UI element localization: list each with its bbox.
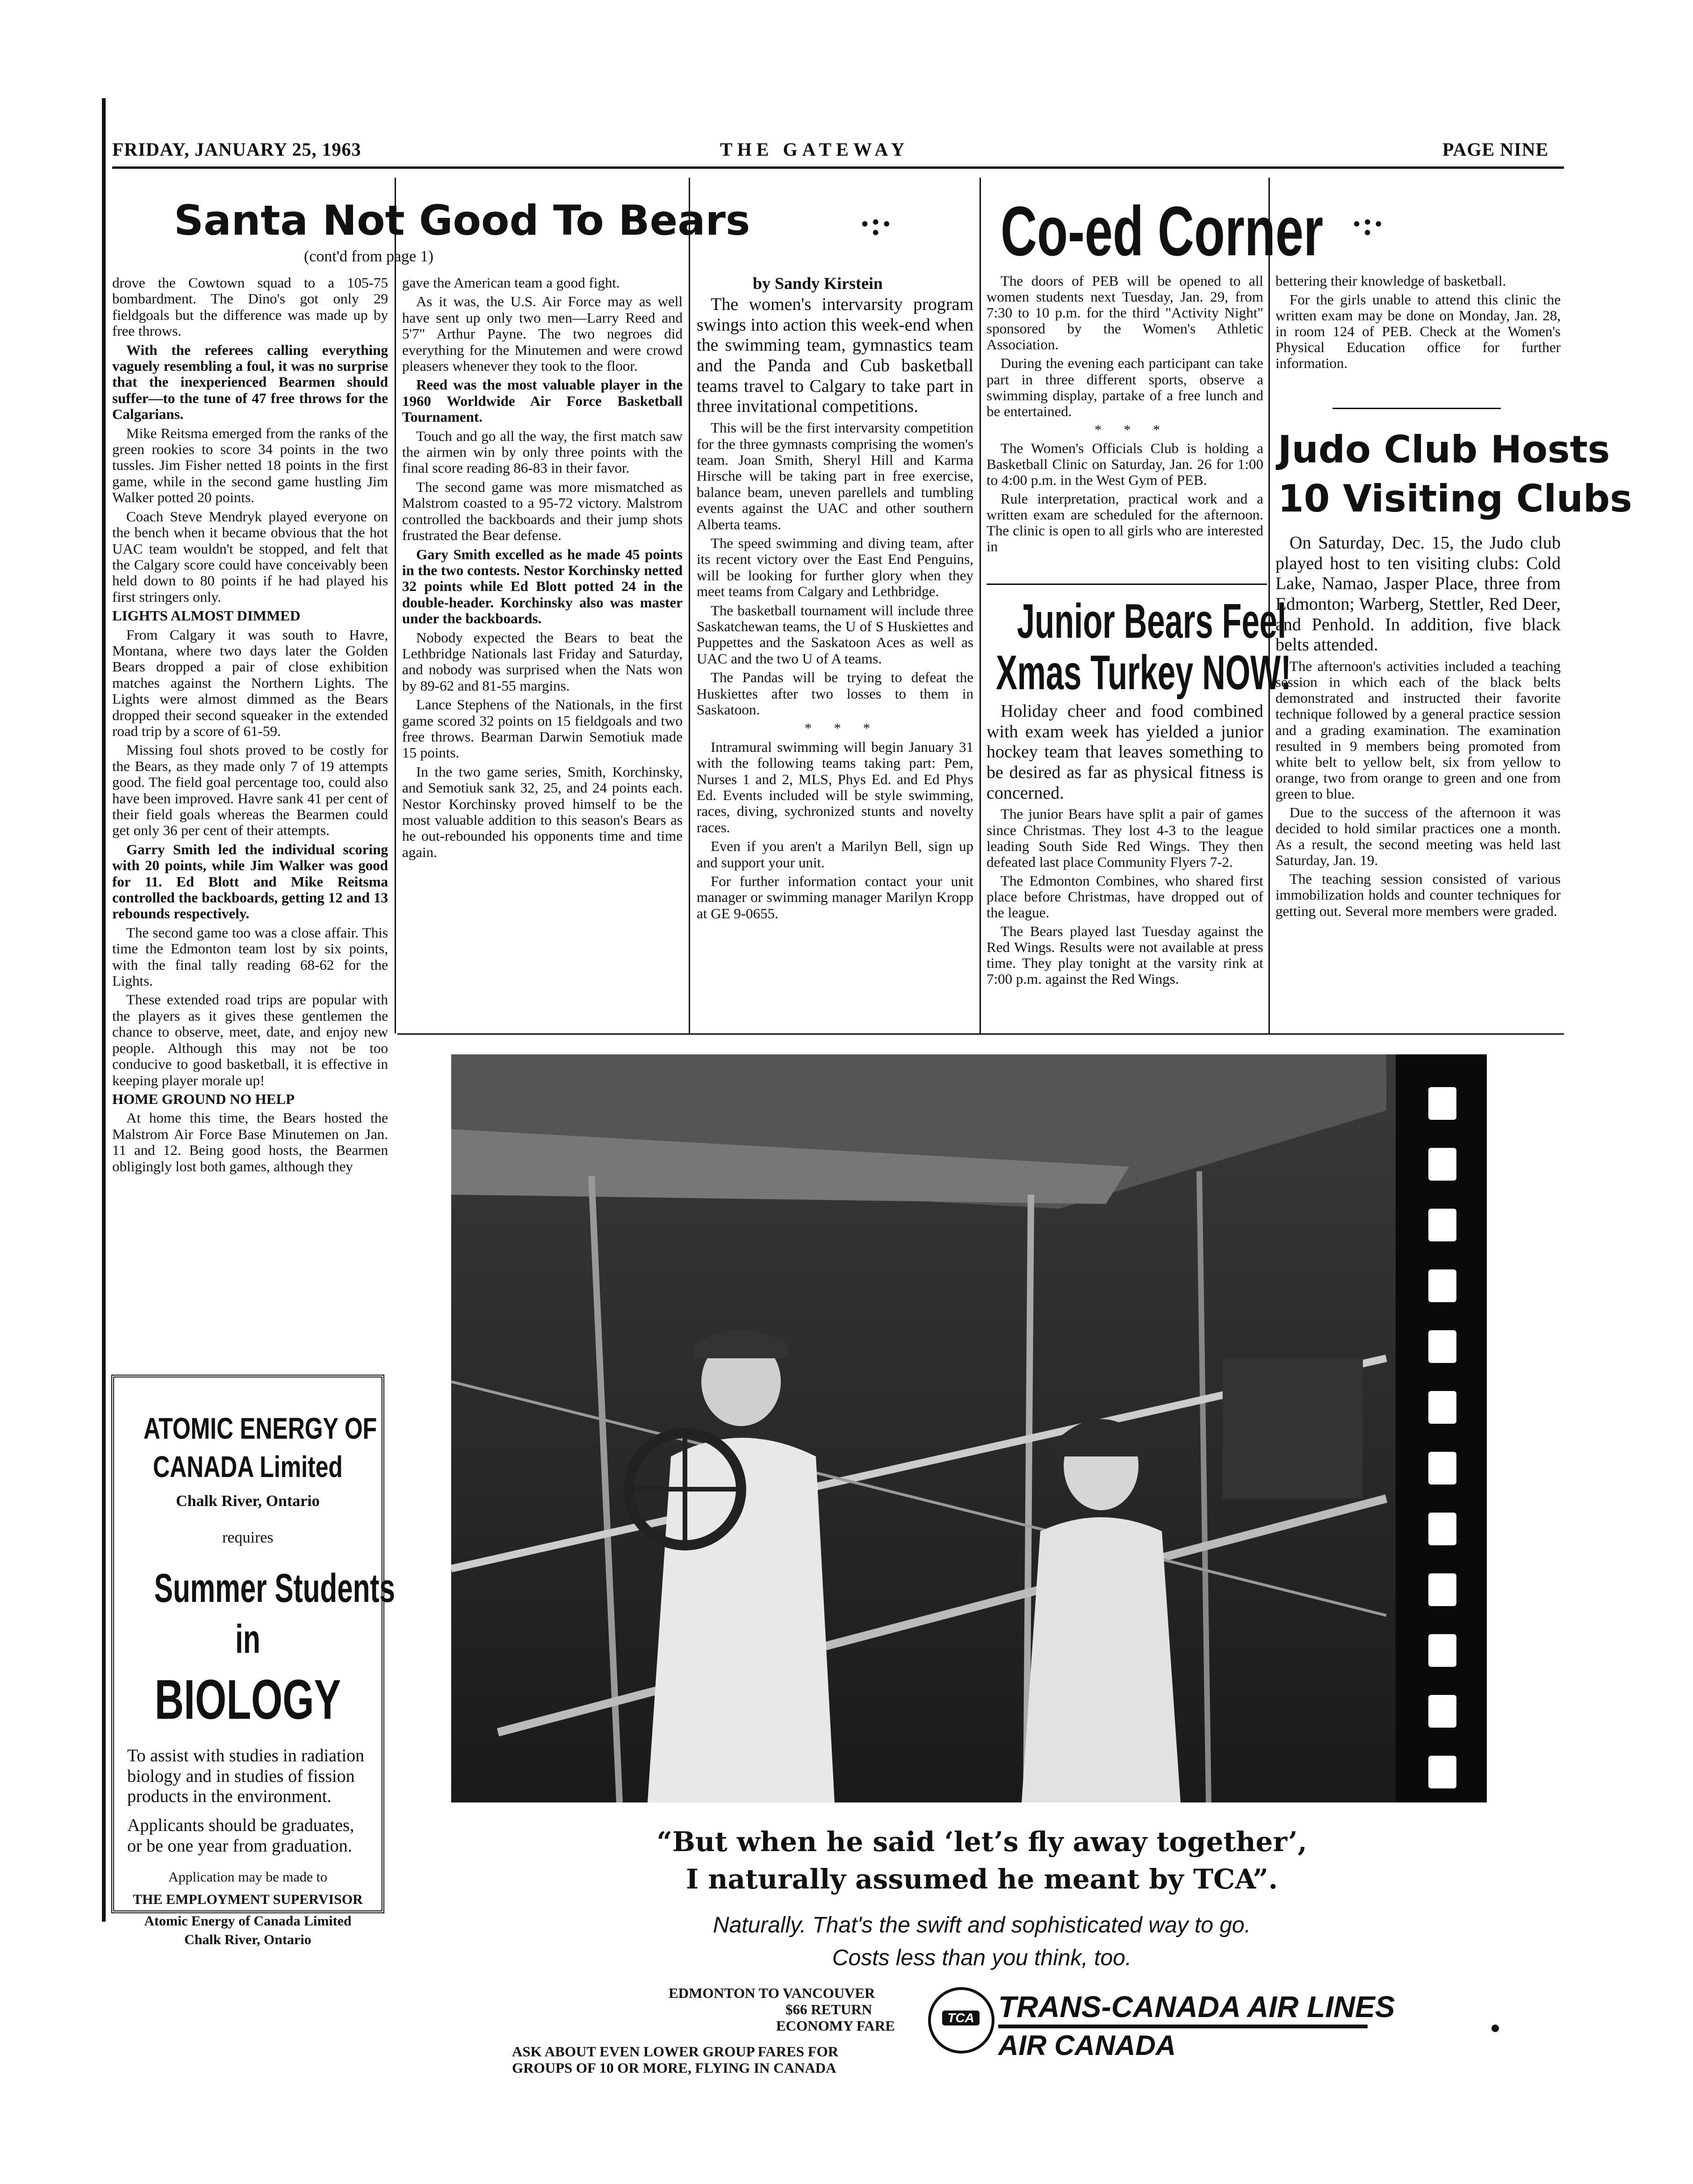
tca-logo-text: TCA bbox=[942, 2011, 980, 2025]
paragraph: From Calgary it was south to Havre, Montana, where two days later the Golden Bears dropped a pair of close exhibition matches against the Northern Lights. The Lights were almost dimmed as the Bears dropped their second squeaker in the extended road trip by a score of 61-59. bbox=[112, 626, 388, 739]
coed-column-1 bbox=[697, 295, 973, 924]
paragraph: The second game was more mismatched as Malstrom coasted to a 95-72 victory. Malstrom controlled the backboards and their jump shots frustrated the Bear defense. bbox=[402, 478, 683, 544]
paragraph: Rule interpretation, practical work and a written exam are scheduled for the afternoon. The clinic is open to all girls who are interested in bbox=[987, 490, 1263, 555]
judo-headline-line-2: 10 Visiting Clubs bbox=[1278, 477, 1632, 520]
header-page-number: PAGE NINE bbox=[1442, 139, 1549, 160]
biplane-couple-photo bbox=[451, 1054, 1487, 1802]
aecl-contact-3: Chalk River, Ontario bbox=[184, 1932, 311, 1948]
coed-ornament-left: ·:· bbox=[859, 206, 892, 242]
paragraph: During the evening each participant can take part in three different sports, observe a swimming display, partake of a free lunch and be entertained. bbox=[987, 355, 1263, 419]
judo-headline-line-1: Judo Club Hosts bbox=[1278, 428, 1610, 471]
paragraph: drove the Cowtown squad to a 105-75 bombardment. The Dino's got only 29 fieldgoals but the difference was made up by free throws. bbox=[112, 274, 388, 339]
paragraph: The Pandas will be trying to defeat the Huskiettes after two losses to them in Saskatoon. bbox=[697, 669, 973, 718]
aecl-title-2: CANADA Limited bbox=[153, 1450, 343, 1484]
page-edge-rule bbox=[102, 98, 106, 1922]
header-paper-name: THE GATEWAY bbox=[720, 139, 909, 160]
paragraph: Coach Steve Mendryk played everyone on the bench when it became obvious that the hot UAC team wouldn't be stopped, and felt that the Calgary score could have conceivably been held down to 80 points if he had played his first stringers only. bbox=[112, 508, 388, 605]
page-dot bbox=[1491, 2025, 1499, 2032]
junior-body bbox=[987, 701, 1263, 990]
aecl-paragraph-3: Application may be made to bbox=[168, 1869, 327, 1885]
paragraph: The women's intervarsity program swings into action this week-end when the swimming team, gymnastics team and the Panda and Cub basketball teams travel to Calgary to take part in three invitational competitions. bbox=[697, 295, 973, 417]
paragraph: At home this time, the Bears hosted the Malstrom Air Force Base Minutemen on Jan. 11 and 12. Being good hosts, the Bearmen obligingly lost both games, although they bbox=[112, 1110, 388, 1175]
paragraph: The second game too was a close affair. This time the Edmonton team lost by six points, with the final tally reading 68-62 for the Lights. bbox=[112, 924, 388, 989]
aecl-requires: requires bbox=[222, 1529, 274, 1546]
aecl-paragraph-2: Applicants should be graduates, or be one year from graduation. bbox=[127, 1816, 354, 1856]
aecl-contact-1: THE EMPLOYMENT SUPERVISOR bbox=[133, 1892, 363, 1908]
aecl-summer-students: Summer Students bbox=[154, 1566, 395, 1611]
tca-brand-rule bbox=[998, 2025, 1368, 2028]
junior-headline-line-1: Junior Bears Feel bbox=[1017, 594, 1287, 649]
tca-quote-line-2: I naturally assumed he meant by TCA”. bbox=[686, 1863, 1278, 1895]
paragraph: On Saturday, Dec. 15, the Judo club played host to ten visiting clubs: Cold Lake, Namao, Jasper Place, three from Edmonton; Warberg, Stettler, Red Deer, and Penhold. In addition, five black belts attended. bbox=[1275, 533, 1561, 655]
section-rule bbox=[1333, 408, 1501, 409]
paragraph: The basketball tournament will include three Saskatchewan teams, the U of S Huskiettes and Puppettes and the Saskatoon Aces as well as UAC and the two U of A teams. bbox=[697, 602, 973, 667]
tca-fare-line-3: ECONOMY FARE bbox=[776, 2018, 895, 2034]
junior-headline-line-2: Xmas Turkey NOW! bbox=[996, 646, 1291, 700]
paragraph: gave the American team a good fight. bbox=[402, 274, 620, 291]
tca-group-line-1: ASK ABOUT EVEN LOWER GROUP FARES FOR bbox=[512, 2043, 839, 2060]
paragraph: For further information contact your unit manager or swimming manager Marilyn Kropp at GE 9-0655. bbox=[697, 872, 973, 922]
paragraph: For the girls unable to attend this clinic the written exam may be done on Monday, Jan. 28, in room 124 of PEB. Check at the Women's Physical Education office for further information. bbox=[1275, 291, 1561, 372]
paragraph: LIGHTS ALMOST DIMMED bbox=[112, 607, 301, 624]
coed-ornament-right: ·:· bbox=[1351, 206, 1384, 242]
paragraph: Due to the success of the afternoon it was decided to hold similar practices one a month. As a result, the second meeting was held last Saturday, Jan. 19. bbox=[1275, 804, 1561, 869]
paragraph: Touch and go all the way, the first match saw the airmen win by only three points with the final score reading 86-83 in their favor. bbox=[402, 427, 683, 476]
tca-quote-line-1: “But when he said ‘let’s fly away together’, bbox=[656, 1826, 1307, 1858]
paragraph: The Bears played last Tuesday against the Red Wings. Results were not available at press time. They play tonight at the varsity rink at 7:00 p.m. against the Red Wings. bbox=[987, 923, 1263, 987]
tca-group-line-2: GROUPS OF 10 OR MORE, FLYING IN CANADA bbox=[512, 2060, 836, 2076]
tca-tagline-1: Naturally. That's the swift and sophisticated way to go. bbox=[713, 1913, 1251, 1938]
paragraph: With the referees calling everything vaguely resembling a foul, it was no surprise that the inexperienced Bearmen should suffer—to the tune of 47 free throws for the Calgarians. bbox=[112, 341, 388, 423]
column-rule bbox=[395, 178, 396, 1033]
paragraph: The junior Bears have split a pair of games since Christmas. They lost 4-3 to the league leading South Side Red Wings. They then defeated last place Community Flyers 7-2. bbox=[987, 806, 1263, 870]
aecl-title-1: ATOMIC ENERGY OF bbox=[143, 1412, 377, 1445]
paragraph: bettering their knowledge of basketball. bbox=[1275, 273, 1506, 289]
paragraph: These extended road trips are popular with the players as it gives these gentlemen the chance to observe, meet, date, and enjoy new people. Although this may not be too conducive to good basketball, it is effective in keeping player morale up! bbox=[112, 991, 388, 1088]
coed-column-3 bbox=[1275, 273, 1561, 375]
header-rule bbox=[112, 166, 1564, 169]
paragraph: The Women's Officials Club is holding a Basketball Clinic on Saturday, Jan. 26 for 1:00 to 4:00 p.m. in the West Gym of PEB. bbox=[987, 440, 1263, 489]
paragraph: Intramural swimming will begin January 31 with the following teams taking part: Pem, Nurses 1 and 2, MLS, Phys Ed. and Ed Phys Ed. Events included will be style swimming, races, diving, sychronized stunts and novelty races. bbox=[697, 738, 973, 836]
santa-column-2 bbox=[402, 275, 683, 863]
paragraph: As it was, the U.S. Air Force may as well have sent up only two men—Larry Reed and 5'7" Arthur Payne. The two negroes did everything for the Minutemen and were crowd pleasers whenever they took to the floor. bbox=[402, 293, 683, 375]
judo-body bbox=[1275, 533, 1561, 922]
aecl-biology: BIOLOGY bbox=[154, 1668, 341, 1731]
aecl-contact-2: Atomic Energy of Canada Limited bbox=[144, 1913, 352, 1929]
aecl-in: in bbox=[235, 1617, 260, 1662]
paragraph: Reed was the most valuable player in the 1960 Worldwide Air Force Basketball Tournament. bbox=[402, 376, 683, 425]
paragraph: The teaching session consisted of various immobilization holds and counter techniques for getting out. Several more members were graded. bbox=[1275, 871, 1561, 919]
tca-brand-name: TRANS-CANADA AIR LINES bbox=[998, 1990, 1395, 2024]
paragraph: The afternoon's activities included a teaching session in which each of the black belts demonstrated and instructed their favorite technique followed by a general practice session and a grading examination. The examination resulted in 9 members being promoted from white belt to yellow belt, six from yellow to orange, two from orange to green and one from green to blue. bbox=[1275, 658, 1561, 802]
aecl-location: Chalk River, Ontario bbox=[176, 1492, 320, 1510]
tca-tagline-2: Costs less than you think, too. bbox=[832, 1946, 1132, 1970]
coed-byline: by Sandy Kirstein bbox=[753, 274, 883, 293]
paragraph: Nobody expected the Bears to beat the Lethbridge Nationals last Friday and Saturday, and nobody was surprised when the Nats won by 89-62 and 81-55 margins. bbox=[402, 629, 683, 694]
paragraph: Even if you aren't a Marilyn Bell, sign up and support your unit. bbox=[697, 838, 973, 871]
coed-headline: Co-ed Corner bbox=[1001, 192, 1324, 270]
paragraph: Gary Smith excelled as he made 45 points in the two contests. Nestor Korchinsky netted 32 points while Ed Blott potted 24 in the double-header. Korchinsky also was master under the backboards. bbox=[402, 546, 683, 627]
paragraph: Lance Stephens of the Nationals, in the first game scored 32 points on 15 fieldgoals and two free throws. Bearman Darwin Semotiuk made 15 points. bbox=[402, 696, 683, 761]
santa-headline: Santa Not Good To Bears bbox=[174, 196, 750, 245]
tca-fare-line-2: $66 RETURN bbox=[785, 2001, 872, 2018]
paragraph: Mike Reitsma emerged from the ranks of the green rookies to score 34 points in the two tussles. Jim Fisher netted 18 points in the first game, while in the second game hustling Jim Walker potted 20 points. bbox=[112, 425, 388, 506]
section-rule bbox=[987, 584, 1267, 585]
column-rule bbox=[980, 178, 981, 1033]
coed-column-2 bbox=[987, 273, 1263, 558]
section-rule bbox=[397, 1033, 1564, 1035]
santa-contd-note: (cont'd from page 1) bbox=[304, 248, 434, 265]
paragraph: Garry Smith led the individual scoring with 20 points, while Jim Walker was good for 11. Ed Blott and Mike Reitsma controlled the backboards, getting 12 and 13 rebounds respectively. bbox=[112, 841, 388, 922]
header-date: FRIDAY, JANUARY 25, 1963 bbox=[112, 139, 361, 160]
paragraph: The speed swimming and diving team, after its recent victory over the East End Penguins, will be looking for further glory when they meet teams from Calgary and Lethbridge. bbox=[697, 534, 973, 600]
column-rule bbox=[689, 178, 690, 1033]
aecl-ad bbox=[111, 1375, 395, 1948]
paragraph: The Edmonton Combines, who shared first place before Christmas, have dropped out of the league. bbox=[987, 872, 1263, 921]
paragraph: In the two game series, Smith, Korchinsky, and Semotiuk sank 32, 25, and 24 points each. Nestor Korchinsky proved himself to be the most valuable addition to this season's Bears as he out-rebounded his opponents time and time again. bbox=[402, 763, 683, 860]
paragraph: The doors of PEB will be opened to all women students next Tuesday, Jan. 29, from 7:30 to 10 p.m. for the third "Activity Night" sponsored by the Women's Athletic Association. bbox=[987, 273, 1263, 353]
paragraph: * * * bbox=[1095, 422, 1169, 438]
tca-brand-name-2: AIR CANADA bbox=[998, 2030, 1176, 2061]
santa-column-1 bbox=[112, 275, 388, 1177]
tca-ad-photo bbox=[451, 1054, 1487, 1802]
tca-fare-line-1: EDMONTON TO VANCOUVER bbox=[669, 1985, 875, 2001]
paragraph: This will be the first intervarsity competition for the three gymnasts comprising the women's team. Joan Smith, Sheryl Hill and Karma Hirsche will be taking part in free exercise, balance beam, uneven parellels and tumbling events against the UAC and other southern Alberta teams. bbox=[697, 419, 973, 533]
paragraph: Missing foul shots proved to be costly for the Bears, as they made only 7 of 19 attempts good. The field goal percentage too, could also have been improved. Havre sank 41 per cent of their field goals whereas the Bearmen could get only 36 per cent of their attempts. bbox=[112, 742, 388, 839]
paragraph: HOME GROUND NO HELP bbox=[112, 1090, 295, 1107]
paragraph: Holiday cheer and food combined with exam week has yielded a junior hockey team that leaves something to be desired as far as physical fitness is concerned. bbox=[987, 701, 1263, 803]
paragraph: * * * bbox=[805, 721, 879, 736]
aecl-paragraph-1: To assist with studies in radiation biology and in studies of fission products in the environment. bbox=[127, 1746, 365, 1807]
